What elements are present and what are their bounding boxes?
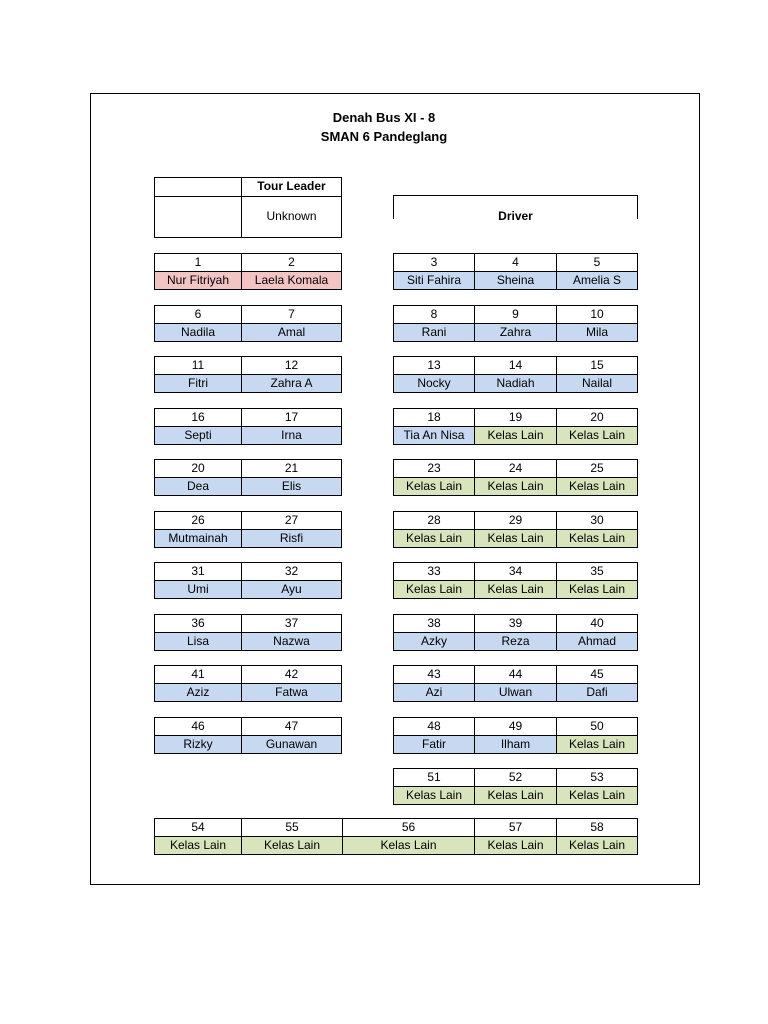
seat-passenger-name: Kelas Lain	[556, 477, 638, 496]
seat-number: 29	[474, 511, 557, 530]
seat-number: 38	[393, 614, 475, 633]
seat-passenger-name: Ulwan	[474, 683, 557, 702]
seat-number: 54	[154, 818, 242, 837]
page-title: Denah Bus XI - 8	[332, 110, 436, 125]
seat-number: 27	[241, 511, 342, 530]
seat-passenger-name: Siti Fahira	[393, 271, 475, 290]
seat-passenger-name: Rani	[393, 323, 475, 342]
seat-number: 55	[241, 818, 343, 837]
seat-passenger-name: Zahra A	[241, 374, 342, 393]
seat-number: 9	[474, 305, 557, 324]
seat-number: 20	[154, 459, 242, 478]
seat-passenger-name: Dea	[154, 477, 242, 496]
seat-passenger-name: Fitri	[154, 374, 242, 393]
seat-number: 34	[474, 562, 557, 581]
seat-passenger-name: Laela Komala	[241, 271, 342, 290]
seat-number: 10	[556, 305, 638, 324]
seat-number: 48	[393, 717, 475, 736]
seat-passenger-name: Ilham	[474, 735, 557, 754]
seat-number: 1	[154, 253, 242, 272]
seat-passenger-name: Kelas Lain	[474, 477, 557, 496]
seat-passenger-name: Fatir	[393, 735, 475, 754]
seat-number: 8	[393, 305, 475, 324]
seat-passenger-name: Kelas Lain	[556, 836, 638, 855]
seat-passenger-name: Tia An Nisa	[393, 426, 475, 445]
seat-passenger-name: Kelas Lain	[556, 735, 638, 754]
seat-number: 37	[241, 614, 342, 633]
seat-passenger-name: Mutmainah	[154, 529, 242, 548]
tour-leader-blank-seat	[154, 196, 242, 238]
seat-passenger-name: Irna	[241, 426, 342, 445]
seat-passenger-name: Reza	[474, 632, 557, 651]
seat-number: 32	[241, 562, 342, 581]
seat-number: 42	[241, 665, 342, 684]
page-subtitle: SMAN 6 Pandeglang	[320, 129, 448, 144]
seat-passenger-name: Zahra	[474, 323, 557, 342]
seat-passenger-name: Nazwa	[241, 632, 342, 651]
seat-passenger-name: Sheina	[474, 271, 557, 290]
seat-number: 3	[393, 253, 475, 272]
seat-passenger-name: Septi	[154, 426, 242, 445]
seat-number: 33	[393, 562, 475, 581]
seat-number: 30	[556, 511, 638, 530]
seat-number: 51	[393, 768, 475, 787]
seat-passenger-name: Amal	[241, 323, 342, 342]
seat-passenger-name: Dafi	[556, 683, 638, 702]
seat-passenger-name: Fatwa	[241, 683, 342, 702]
seat-number: 15	[556, 356, 638, 375]
seat-passenger-name: Azky	[393, 632, 475, 651]
seat-number: 58	[556, 818, 638, 837]
seat-passenger-name: Kelas Lain	[474, 786, 557, 805]
seat-number: 17	[241, 408, 342, 427]
seat-number: 23	[393, 459, 475, 478]
seat-passenger-name: Kelas Lain	[556, 426, 638, 445]
seat-passenger-name: Kelas Lain	[474, 836, 557, 855]
seat-number: 47	[241, 717, 342, 736]
tour-leader-name: Unknown	[241, 196, 342, 238]
seat-passenger-name: Amelia S	[556, 271, 638, 290]
seat-number: 28	[393, 511, 475, 530]
seat-passenger-name: Gunawan	[241, 735, 342, 754]
seat-passenger-name: Elis	[241, 477, 342, 496]
seat-number: 52	[474, 768, 557, 787]
seat-number: 50	[556, 717, 638, 736]
seat-number: 35	[556, 562, 638, 581]
seat-number: 24	[474, 459, 557, 478]
seat-passenger-name: Kelas Lain	[474, 580, 557, 599]
seat-passenger-name: Kelas Lain	[474, 426, 557, 445]
seat-number: 46	[154, 717, 242, 736]
seat-number: 31	[154, 562, 242, 581]
seat-passenger-name: Nur Fitriyah	[154, 271, 242, 290]
seat-number: 53	[556, 768, 638, 787]
seat-passenger-name: Ahmad	[556, 632, 638, 651]
seat-passenger-name: Kelas Lain	[342, 836, 475, 855]
seat-passenger-name: Mila	[556, 323, 638, 342]
seat-number: 43	[393, 665, 475, 684]
tour-leader-label: Tour Leader	[241, 177, 342, 197]
seat-passenger-name: Kelas Lain	[393, 477, 475, 496]
seat-number: 14	[474, 356, 557, 375]
seat-passenger-name: Kelas Lain	[393, 529, 475, 548]
seat-number: 21	[241, 459, 342, 478]
seat-number: 45	[556, 665, 638, 684]
seat-number: 36	[154, 614, 242, 633]
seat-passenger-name: Nadila	[154, 323, 242, 342]
seat-passenger-name: Kelas Lain	[556, 580, 638, 599]
seat-passenger-name: Kelas Lain	[556, 786, 638, 805]
seat-number: 41	[154, 665, 242, 684]
seat-passenger-name: Kelas Lain	[393, 786, 475, 805]
seat-number: 18	[393, 408, 475, 427]
seat-number: 25	[556, 459, 638, 478]
seat-number: 44	[474, 665, 557, 684]
seat-number: 12	[241, 356, 342, 375]
seat-passenger-name: Nocky	[393, 374, 475, 393]
seat-passenger-name: Nailal	[556, 374, 638, 393]
seat-passenger-name: Ayu	[241, 580, 342, 599]
seat-passenger-name: Azi	[393, 683, 475, 702]
seat-number: 19	[474, 408, 557, 427]
tour-leader-blank-header	[154, 177, 242, 197]
seat-number: 5	[556, 253, 638, 272]
seat-number: 4	[474, 253, 557, 272]
seat-number: 6	[154, 305, 242, 324]
seat-number: 13	[393, 356, 475, 375]
seat-passenger-name: Nadiah	[474, 374, 557, 393]
seat-passenger-name: Aziz	[154, 683, 242, 702]
seat-number: 7	[241, 305, 342, 324]
seat-number: 57	[474, 818, 557, 837]
seat-passenger-name: Rizky	[154, 735, 242, 754]
seat-number: 40	[556, 614, 638, 633]
seat-number: 11	[154, 356, 242, 375]
seat-passenger-name: Kelas Lain	[474, 529, 557, 548]
seat-number: 2	[241, 253, 342, 272]
seat-passenger-name: Kelas Lain	[556, 529, 638, 548]
seat-passenger-name: Lisa	[154, 632, 242, 651]
seat-passenger-name: Kelas Lain	[241, 836, 343, 855]
driver-seat: Driver	[393, 195, 638, 219]
seat-number: 49	[474, 717, 557, 736]
seat-number: 56	[342, 818, 475, 837]
seat-passenger-name: Umi	[154, 580, 242, 599]
seat-number: 20	[556, 408, 638, 427]
seat-passenger-name: Kelas Lain	[393, 580, 475, 599]
seat-number: 39	[474, 614, 557, 633]
seat-number: 26	[154, 511, 242, 530]
seat-passenger-name: Risfi	[241, 529, 342, 548]
seat-number: 16	[154, 408, 242, 427]
seat-passenger-name: Kelas Lain	[154, 836, 242, 855]
